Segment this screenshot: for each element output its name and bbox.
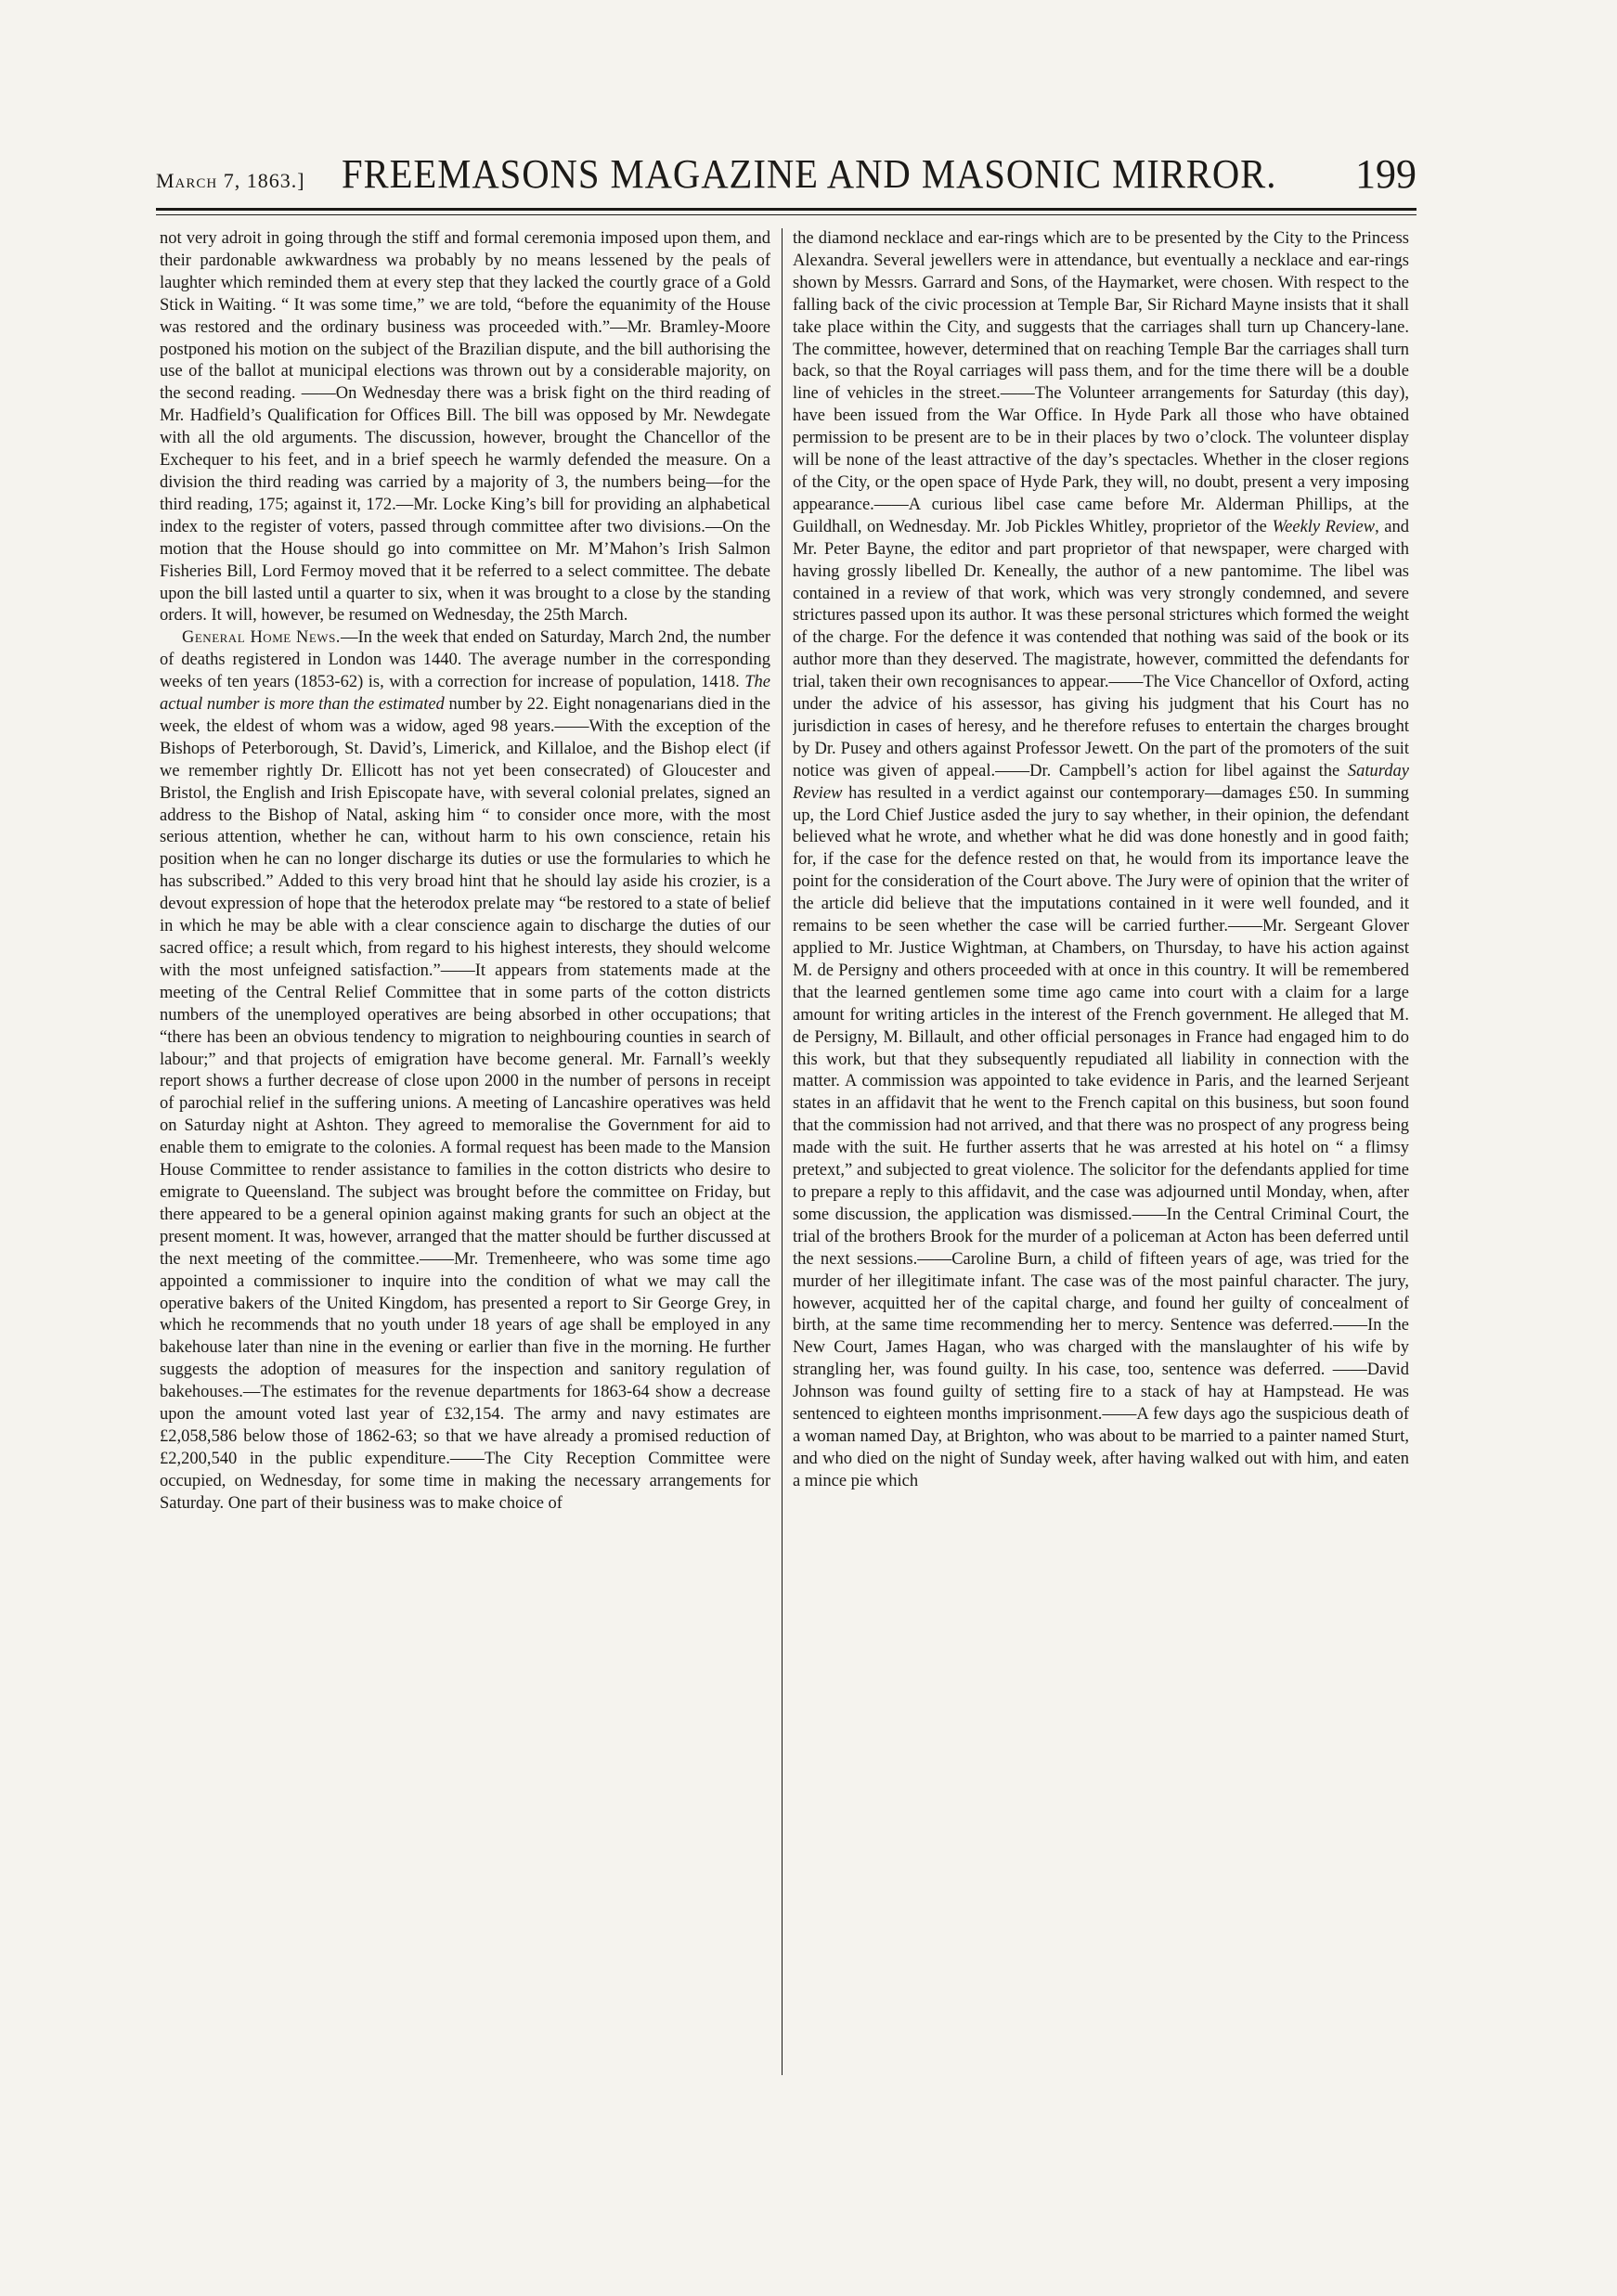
home-news-text-c: number by 22. Eight nonagenarians died in the week, the eldest of whom was a widow, aged 98 years.——With the exception of the Bishops of Peterborough, St. David’s, Limerick, and Killaloe, and the Bishop elect (if we remember rightly Dr. Ellicott has not yet been consecrated) of Gloucester and Bristol, the English and Irish Episcopate have, with several colonial prelates, signed an address to the Bishop of Natal, asking him “ to consider once more, with the most serious attention, whether he can, without harm to his own conscience, retain his position when he can no longer discharge its duties or use the formularies to which he has subscribed.” Added to this very broad hint that he should lay aside his crozier, is a devout expression of hope that the heterodox prelate may “be restored to a state of belief in which he may be able with a clear conscience again to discharge the duties of our sacred office; a result which, from regard to his highest interests, they should welcome with the most unfeigned satisfaction.”——It appears from statements made at the meeting of the Central Relief Committee that in some parts of the cotton districts numbers of the unemployed operatives are being absorbed in other occupations; that “there has been an obvious tendency to migration to neighbouring counties in search of labour;” and that projects of emigration have become general. Mr. Farnall’s weekly report shows a further decrease of close upon 2000 in the number of persons in receipt of parochial relief in the suffering unions. A meeting of Lancashire operatives was held on Saturday night at Ashton. They agreed to memoralise the Government for aid to enable them to emigrate to the colonies. A formal request has been made to the Mansion House Committee to render assistance to families in the cotton districts who desire to emigrate to Queensland. The subject was brought before the committee on Friday, but there appeared to be a general opinion against making grants for such an object at the present moment. It was, however, arranged that the matter should be further discussed at the next meeting of the committee.——Mr. Tremenheere, who was some time ago appointed a commissioner to inquire into the condition of what we may call the operative bakers of the United Kingdom, has presented a report to Sir George Grey, in which he recommends that no youth under 18 years of age shall be employed in any bakehouse later than nine in the evening or earlier than five in the morning. He further suggests the adoption of measures for the inspection and sanitory regulation of bakehouses.—The estimates for the revenue departments for 1863-64 show a decrease upon the amount voted last year of £32,154. The army and navy estimates are £2,058,586 below those of 1862-63; so that we have already a promised reduction of £2,200,540 in the public expenditure.——The City Reception Committee were occupied, on Wednesday, for some time in making the necessary arrangements for Saturday. One part of their business was to make choice of	[160, 695, 770, 1513]
header-rule	[156, 208, 1416, 211]
section-heading: General Home News.	[182, 628, 341, 648]
weekly-review-title: Weekly Review	[1272, 517, 1376, 536]
home-news-text-italic: The actual number is more than the estimated	[160, 673, 770, 715]
home-news-paragraph	[160, 627, 770, 1515]
right-text-c: , and Mr. Peter Bayne, the editor and part proprietor of that newspaper, were charged with having grossly libelled Dr. Keneally, the author of a new pantomime. The libel was contained in a review of that work, which was very strongly condemned, and severe strictures passed upon its author. It was these personal strictures which formed the weight of the charge. For the defence it was contended that nothing was said of the book or its author more than they deserved. The magistrate, however, committed the defendants for trial, taken their own recognisances to appear.——The Vice Chancellor of Oxford, acting under the advice of his assessor, has giving his judgment that his Court has no jurisdiction in cases of heresy, and he therefore refuses to entertain the charges brought by Dr. Pusey and others against Professor Jewett. On the part of the promoters of the suit notice was given of appeal.——Dr. Campbell’s action for libel against the	[793, 517, 1409, 780]
right-text-a: the diamond necklace and ear-rings which are to be presented by the City to the Princess Alexandra. Several jewellers were in attendance, but eventually a necklace and ear-rings shown by Messrs. Garrard and Sons, of the Haymarket, were chosen. With respect to the falling back of the civic procession at Temple Bar, Sir Richard Mayne insists that it shall take place within the City, and suggests that the carriages shall turn up Chancery-lane. The committee, however, determined that on reaching Temple Bar the carriages shall turn back, so that the Royal carriages will pass them, and for the time there will be a double line of vehicles in the street.——The Volunteer arrangements for Saturday (this day), have been issued from the War Office. In Hyde Park all those who have obtained permission to be present are to be in their places by two o’clock. The volunteer display will be none of the least attractive of the day’s spectacles. Whether in the closer regions of the City, or the open space of Hyde Park, they will, no doubt, present a very imposing appearance.——A curious libel case came before Mr. Alderman Phillips, at the Guildhall, on Wednesday. Mr. Job Pickles Whitley, proprietor of the	[793, 229, 1409, 536]
left-column	[160, 228, 770, 2098]
saturday-review-title: Saturday Review	[793, 761, 1409, 803]
right-column	[793, 228, 1409, 2098]
column-divider	[782, 228, 783, 2075]
home-news-text-a: —In the week that ended on Saturday, March 2nd, the number of deaths registered in London was 1440. The average number in the corresponding weeks of ten years (1853-62) is, with a correction for increase of population, 1418.	[160, 628, 770, 692]
running-header	[156, 148, 1416, 204]
right-text-e: has resulted in a verdict against our contemporary—damages £50. In summing up, the Lord Chief Justice asded the jury to say whether, in their opinion, the defendant believed what he wrote, and whether what he did was done honestly and in good faith; for, if the case for the defence rested on that, he would from its importance leave the point for the consideration of the Court above. The Jury were of opinion that the writer of the article did believe that the imputations contained in it were well founded, and it remains to be seen whether the case will be carried further.——Mr. Sergeant Glover applied to Mr. Justice Wightman, at Chambers, on Thursday, to have his action against M. de Persigny and others proceeded with at once in this country. It will be remembered that the learned gentlemen some time ago came into court with a claim for a large amount for writing articles in the interest of the French government. He alleged that M. de Persigny, M. Billault, and other official personages in France had engaged him to do this work, but that they subsequently repudiated all liability in connection with the matter. A commission was appointed to take evidence in Paris, and the learned Serjeant states in an affidavit that he went to the French capital on this business, but soon found that the commission had not arrived, and that there was no prospect of any progress being made with the suit. He further asserts that he was arrested at his hotel on “ a flimsy pretext,” and subjected to great violence. The solicitor for the defendants applied for time to prepare a reply to this affidavit, and the case was adjourned until Monday, when, after some discussion, the application was dismissed.——In the Central Criminal Court, the trial of the brothers Brook for the murder of a policeman at Acton has been deferred until the next sessions.——Caroline Burn, a child of fifteen years of age, was tried for the murder of her illegitimate infant. The case was of the most painful character. The jury, however, acquitted her of the capital charge, and found her guilty of concealment of birth, at the same time recommending her to mercy. Sentence was deferred.——In the New Court, James Hagan, who was charged with the manslaughter of his wife by strangling her, was found guilty. In his case, too, sentence was deferred. ——David Johnson was found guilty of setting fire to a stack of hay at Hampstead. He was sentenced to eighteen months imprisonment.——A few days ago the suspicious death of a woman named Day, at Brighton, who was about to be married to a painter named Sturt, and who died on the night of Sunday week, after having walked out with him, and eaten a mince pie which	[793, 783, 1409, 1490]
continued-paragraph	[793, 228, 1409, 1493]
parliament-paragraph: not very adroit in going through the stiff and formal ceremonia imposed upon them, and their pardonable awkwardness wa probably by no means lessened by the peals of laughter which reminded them at every step that they lacked the courtly grace of a Gold Stick in Waiting. “ It was some time,” we are told, “before the equanimity of the House was restored and the ordinary business was proceeded with.”—Mr. Bramley-Moore postponed his motion on the subject of the Brazilian dispute, and the bill authorising the use of the ballot at municipal elections was thrown out by a considerable majority, on the second reading. ——On Wednesday there was a brisk fight on the third reading of Mr. Hadfield’s Qualification for Offices Bill. The bill was opposed by Mr. Newdegate with all the old arguments. The discussion, however, brought the Chancellor of the Exchequer to his feet, and in a brief speech he warmly defended the measure. On a division the third reading was carried by a majority of 3, the numbers being—for the third reading, 175; against it, 172.—Mr. Locke King’s bill for providing an alphabetical index to the register of voters, passed through committee after two divisions.—On the motion that the House should go into committee on Mr. M’Mahon’s Irish Salmon Fisheries Bill, Lord Fermoy moved that it be referred to a select committee. The debate upon the bill lasted until a quarter to six, when it was brought to a close by the standing orders. It will, however, be resumed on Wednesday, the 25th March.	[160, 229, 770, 626]
header-subrule	[156, 214, 1416, 215]
magazine-title: FREEMASONS MAGAZINE AND MASONIC MIRROR.	[342, 151, 1277, 197]
page-number: 199	[1355, 151, 1416, 197]
issue-date: March 7, 1863.]	[156, 169, 305, 192]
